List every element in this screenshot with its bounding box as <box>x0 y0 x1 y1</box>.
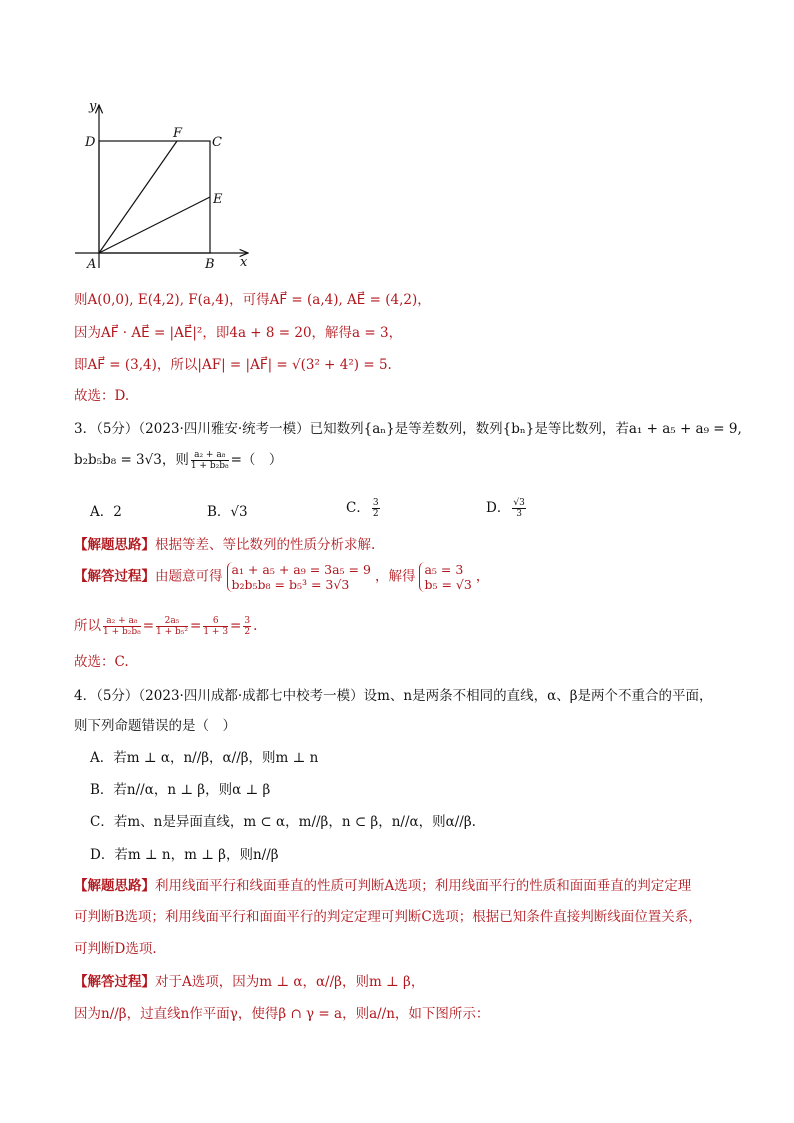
label-c: C <box>212 135 222 150</box>
q3-stem-text: b₂b₅b₈ = 3√3，则 <box>74 452 189 468</box>
q4-process-line-2: 因为n//β，过直线n作平面γ，使得β ∩ γ = a，则a//n，如下图所示： <box>74 1006 490 1022</box>
q3-option-b: B．√3 <box>207 504 248 520</box>
q3-system-2: a₅ = 3 b₅ = √3 <box>419 562 471 592</box>
label-f: F <box>173 126 183 141</box>
label-e: E <box>213 192 223 207</box>
q4-option-d: D．若m ⊥ n，m ⊥ β，则n//β <box>90 847 279 863</box>
q4-idea-line-2: 可判断B选项；利用线面平行和面面平行的判定定理可判断C选项；根据已知条件直接判断线面位置关系， <box>74 909 702 925</box>
label-b: B <box>205 257 215 272</box>
label-x: x <box>240 255 248 270</box>
square-abcd <box>99 141 210 253</box>
q4-stem-line-2: 则下列命题错误的是（ ） <box>74 718 236 734</box>
q2-line-3: 即AF⃗ = (3,4)，所以|AF| = |AF⃗| = √(3² + 4²) = 5. <box>74 357 392 373</box>
q4-idea-line-3: 可判断D选项. <box>74 941 157 957</box>
segment-ae <box>99 197 210 253</box>
q3-option-d: D． $\frac{√3}{3}$ <box>486 498 525 519</box>
q3-process: 【解答过程】由题意可得 a₁ + a₅ + a₉ = 3a₅ = 9 b₂b₅b₈ = b₅³ = 3√3 ，解得 a₅ = 3 b₅ = √3 ， <box>74 562 490 592</box>
q4-idea-line-1: 【解题思路】利用线面平行和线面垂直的性质可判断A选项；利用线面平行的性质和面面垂直的判定定理 <box>74 878 692 894</box>
coordinate-figure <box>0 0 794 280</box>
q4-process-line-1: 【解答过程】对于A选项，因为m ⊥ α，α//β，则m ⊥ β， <box>74 974 425 990</box>
q2-line-2: 因为AF⃗ · AE⃗ = |AE⃗|²，即4a + 8 = 20，解得a = 3， <box>74 325 403 341</box>
q3-stem-line-1: 3．（5分）（2023·四川雅安·统考一模）已知数列{aₙ}是等差数列，数列{bₙ}是等比数列，若a₁ + a₅ + a₉ = 9, <box>74 421 742 437</box>
q4-option-b: B．若n//α，n ⊥ β，则α ⊥ β <box>90 782 271 798</box>
q2-line-1: 则A(0,0), E(4,2), F(a,4)，可得AF⃗ = (a,4), AE⃗ = (4,2)， <box>74 292 431 308</box>
q4-option-c: C．若m、n是异面直线，m ⊂ α，m//β，n ⊂ β，n//α，则α//β. <box>90 814 476 830</box>
q3-result: 所以 $\frac{\text{a₂ + a₈}}{\text{1 + b₂b₈}}$ = $\frac{\text{2a₅}}{\text{1 + b₅²}}$ = $\frac{6}{1 + 3}$ = $\frac{3}{2}$ . <box>74 616 258 637</box>
q3-system-1: a₁ + a₅ + a₉ = 3a₅ = 9 b₂b₅b₈ = b₅³ = 3√3 <box>227 562 371 592</box>
q3-stem-line-2 <box>74 450 734 471</box>
q4-option-a: A．若m ⊥ α，n//β，α//β，则m ⊥ n <box>90 750 319 766</box>
label-a: A <box>87 257 97 272</box>
label-d: D <box>85 135 96 150</box>
q3-stem-fraction: $\frac{\text{a₂ + a₈}}{\text{1 + b₂b₈}}$ <box>190 450 229 471</box>
segment-af <box>99 141 177 253</box>
q2-answer: 故选：D. <box>74 388 130 404</box>
q3-answer: 故选：C. <box>74 654 129 670</box>
q4-stem-line-1: 4．（5分）（2023·四川成都·成都七中校考一模）设m、n是两条不相同的直线，α、β是两个不重合的平面， <box>74 688 713 704</box>
q3-idea: 【解题思路】根据等差、等比数列的性质分析求解. <box>74 537 376 553</box>
q3-option-a: A．2 <box>90 504 122 520</box>
label-y: y <box>89 99 97 114</box>
q3-stem-end: =（ ） <box>230 452 283 468</box>
q3-option-c: C． $\frac{3}{2}$ <box>346 498 379 519</box>
